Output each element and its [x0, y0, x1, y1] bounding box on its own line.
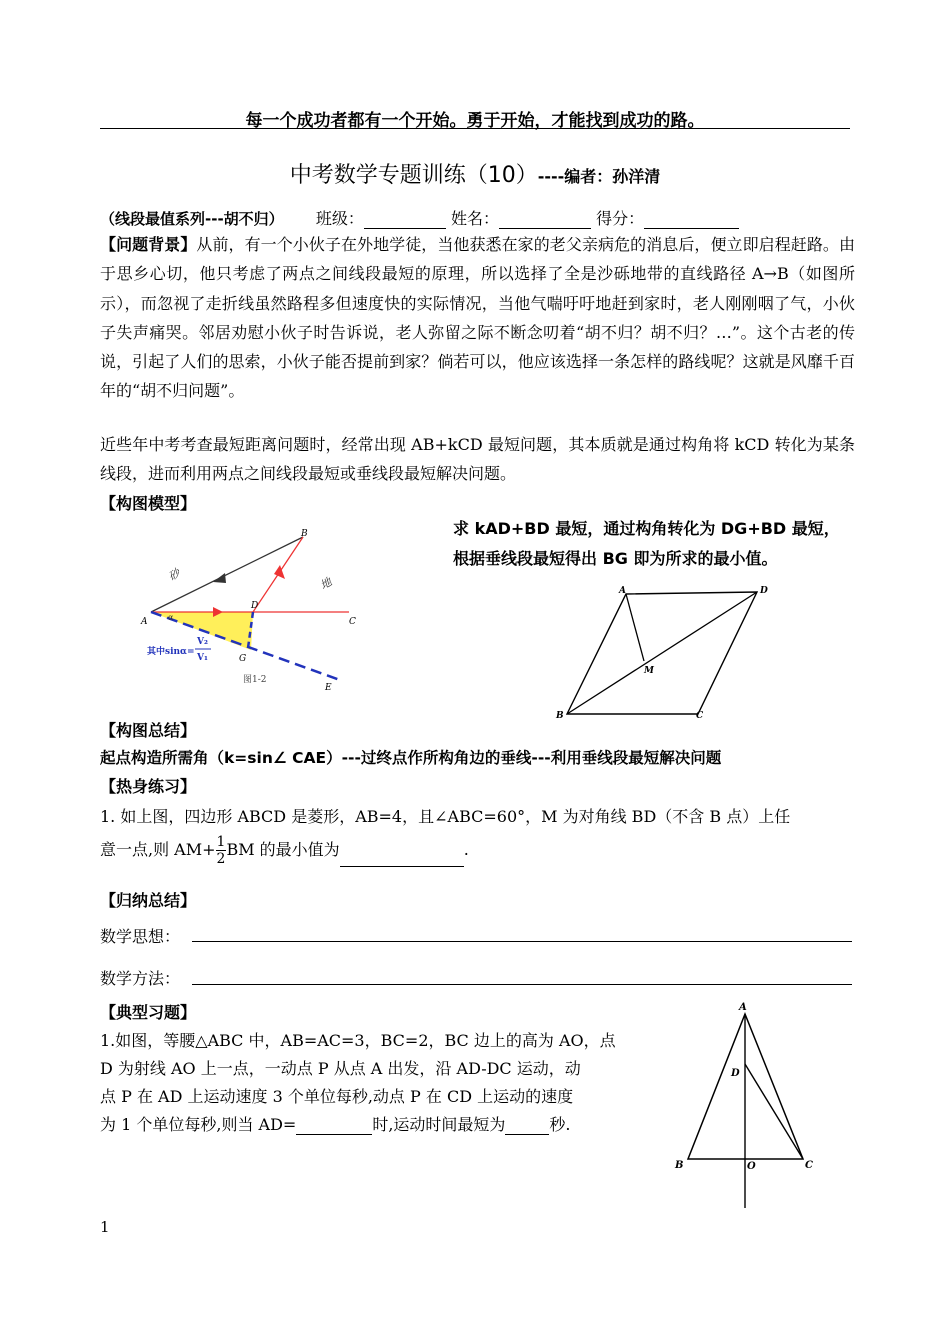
score-field[interactable] [644, 210, 739, 229]
subtitle-line [100, 206, 739, 229]
summary-heading: 【构图总结】 [100, 721, 197, 740]
hubugui-model-figure [135, 520, 365, 695]
label-B: B [301, 529, 308, 539]
figure-caption: 图1-2 [243, 675, 267, 685]
title-main: 中考数学专题训练（10） [289, 163, 538, 188]
label-D: D [251, 601, 259, 611]
model-heading: 【构图模型】 [100, 494, 197, 513]
name-field[interactable] [499, 210, 591, 229]
induction-heading: 【归纳总结】 [100, 891, 197, 910]
thought-field[interactable] [192, 941, 852, 942]
label-B: B [556, 711, 564, 721]
fraction-one-half [216, 834, 227, 867]
label-land: 地 [318, 575, 335, 593]
label-E: E [325, 683, 332, 693]
background-paragraph-2: 近些年中考考查最短距离问题时，经常出现 AB+kCD 最短问题，其本质就是通过构角将 kCD 转化为某条线段，进而利用两点之间线段最短或垂线段最短解决问题。 [100, 435, 855, 484]
formula-den: V₁ [197, 653, 208, 663]
warmup-heading: 【热身练习】 [100, 777, 197, 796]
isosceles-triangle-figure [668, 998, 828, 1213]
label-C: C [805, 1160, 813, 1171]
warmup-q1-end: . [463, 840, 469, 859]
name-label: 姓名： [450, 209, 499, 228]
frac-den: 2 [216, 851, 226, 867]
header-rule [100, 128, 850, 129]
label-sand: 砂 [166, 566, 183, 584]
series-label: （线段最值系列---胡不归） [100, 210, 284, 228]
label-alpha: α [168, 613, 174, 622]
label-G: G [239, 654, 247, 664]
segment-DC [745, 1064, 803, 1159]
frac-num: 1 [216, 834, 226, 850]
model-description: 求 kAD+BD 最短，通过构角转化为 DG+BD 最短，根据垂线段最短得出 BG 即为所求的最小值。 [453, 519, 840, 568]
warmup-q1-line2 [100, 834, 469, 867]
segment-AM [626, 594, 644, 661]
motto: 每一个成功者都有一个开始。勇于开始，才能找到成功的路。 [245, 111, 705, 131]
formula-prefix: 其中sinα= [147, 647, 195, 657]
arrow-AB [213, 573, 226, 583]
page-title [0, 158, 950, 189]
formula-num: V₂ [197, 637, 208, 647]
thought-label: 数学思想： [100, 927, 181, 946]
typical-q1-line4a: 为 1 个单位每秒,则当 AD= [100, 1115, 297, 1134]
label-D: D [760, 586, 768, 596]
typical-q1-line4c: 秒. [549, 1115, 571, 1134]
score-label: 得分： [596, 209, 645, 228]
label-B: B [675, 1160, 684, 1171]
method-field[interactable] [192, 984, 852, 985]
ad-answer-field[interactable] [296, 1116, 372, 1135]
background-heading: 【问题背景】 [100, 235, 197, 254]
label-O: O [747, 1161, 756, 1172]
label-C: C [696, 711, 704, 721]
time-answer-field[interactable] [505, 1116, 549, 1135]
typical-q1-line3: 点 P 在 AD 上运动速度 3 个单位每秒,动点 P 在 CD 上运动的速度 [100, 1087, 574, 1106]
method-label: 数学方法： [100, 969, 181, 988]
class-field[interactable] [364, 210, 446, 229]
label-A: A [141, 617, 148, 627]
background-paragraph [100, 230, 855, 406]
warmup-answer-field[interactable] [340, 848, 464, 867]
label-D: D [731, 1068, 740, 1079]
label-M: M [644, 666, 654, 676]
summary-text: 起点构造所需角（k=sin∠ CAE）---过终点作所构角边的垂线---利用垂线段最短解决问题 [100, 749, 722, 767]
warmup-q1-part1: 意一点,则 AM+ [100, 840, 216, 859]
warmup-q1-part2: BM 的最小值为 [226, 840, 340, 859]
page-number: 1 [100, 1218, 110, 1236]
typical-q1-line2: D 为射线 AO 上一点，一动点 P 从点 A 出发，沿 AD-DC 运动，动 [100, 1059, 581, 1078]
label-A: A [739, 1002, 747, 1013]
title-author: ----编者：孙洋清 [537, 167, 661, 186]
class-label: 班级： [315, 209, 364, 228]
rhombus-figure [552, 582, 777, 722]
typical-q1-line4 [100, 1112, 571, 1135]
typical-q1-line4b: 时,运动时间最短为 [372, 1115, 506, 1134]
label-C: C [349, 617, 356, 627]
typical-heading: 【典型习题】 [100, 1003, 197, 1022]
warmup-q1-line1: 1. 如上图，四边形 ABCD 是菱形，AB=4，且∠ABC=60°，M 为对角线 BD（不含 B 点）上任 [100, 807, 791, 826]
label-A: A [619, 586, 626, 596]
background-text: 从前，有一个小伙子在外地学徒，当他获悉在家的老父亲病危的消息后，便立即启程赶路。由于思乡心切，他只考虑了两点之间线段最短的原理，所以选择了全是沙砾地带的直线路径 A→B（如图所示），而忽视了走折线虽然路程多但速度快的实际情况，当他气喘吁吁地赶到家时，老人刚刚咽了气，小伙子失声痛哭。邻居劝慰小伙子时告诉说，老人弥留之际不断念叨着“胡不归？胡不归？…”。这个古老的传说，引起了人们的思索，小伙子能否提前到家？倘若可以，他应该选择一条怎样的路线呢？这就是风靡千百年的“胡不归问题”。 [100, 235, 855, 401]
diagonal-BD [567, 592, 757, 714]
typical-q1-line1: 1.如图，等腰△ABC 中，AB=AC=3，BC=2，BC 边上的高为 AO，点 [100, 1031, 616, 1050]
